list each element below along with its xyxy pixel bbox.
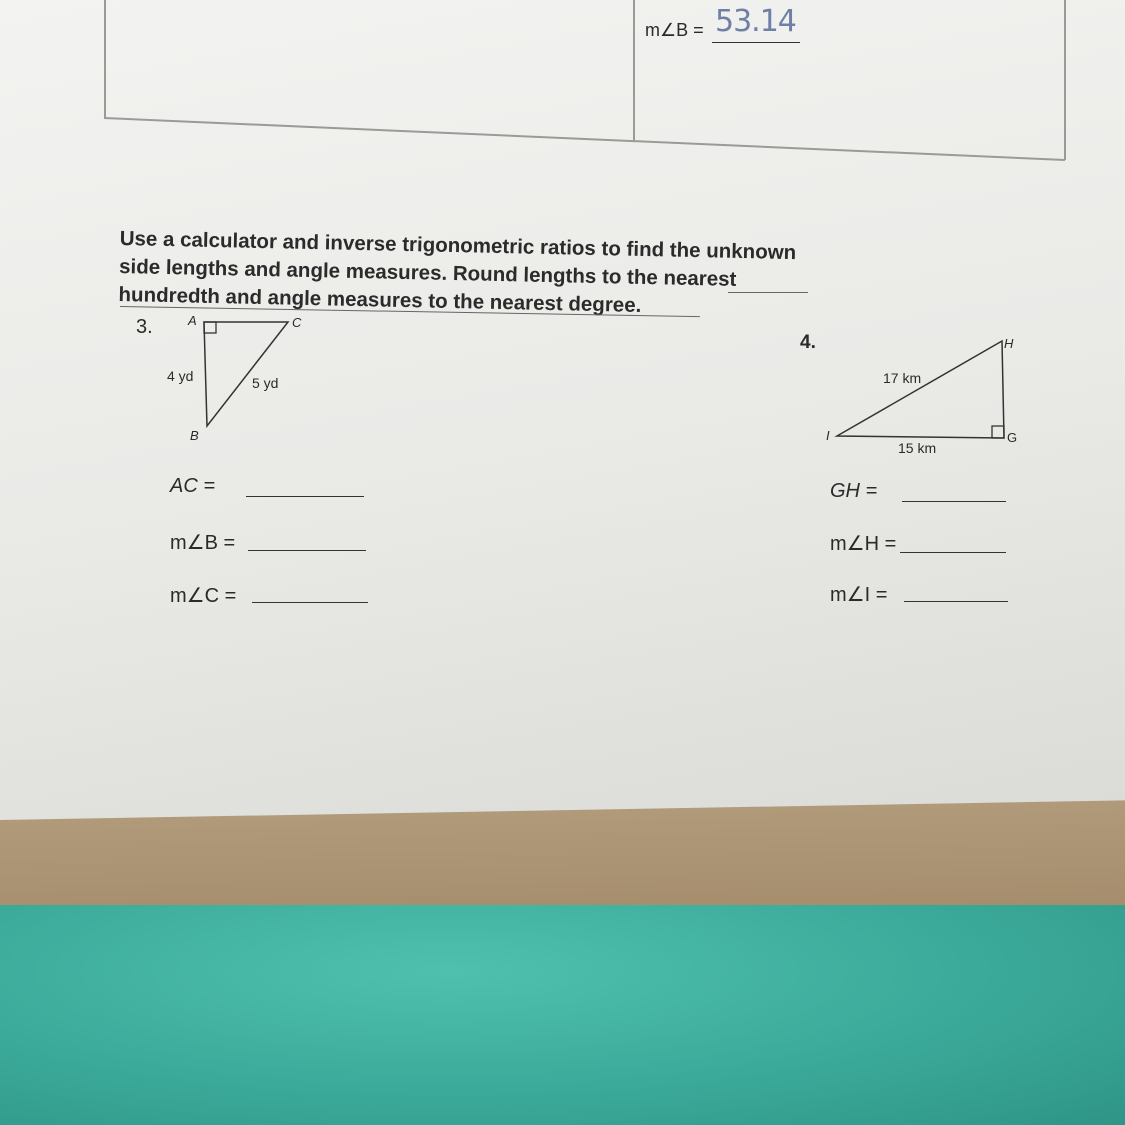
side-ab-label: 4 yd — [167, 368, 194, 384]
vertex-g-label: G — [1007, 430, 1018, 445]
answer-blank-gh[interactable] — [902, 501, 1006, 502]
vertex-b-label: B — [190, 428, 199, 443]
header-angle-label: m∠B = — [645, 20, 704, 40]
problem-4-number: 4. — [800, 332, 816, 353]
side-ig-label: 15 km — [898, 440, 937, 456]
instructions-line-3: hundredth and angle measures to the nearest degree. — [118, 282, 642, 317]
handwritten-answer: 53.14 — [715, 4, 796, 39]
prompt-gh: GH = — [830, 480, 878, 502]
answer-blank-angle-i[interactable] — [904, 601, 1008, 602]
prompt-ac: AC = — [170, 475, 216, 497]
prompt-angle-h: m∠H = — [830, 533, 897, 555]
vertex-i-label: I — [826, 428, 830, 443]
prompt-angle-b: m∠B = — [170, 532, 236, 554]
vertex-c-label: C — [292, 315, 302, 330]
answer-blank-angle-h[interactable] — [900, 552, 1006, 553]
instructions-line-2: side lengths and angle measures. Round lengths to the nearest — [118, 254, 737, 291]
problem-3-number: 3. — [136, 316, 153, 338]
prompt-angle-c: m∠C = — [170, 585, 237, 607]
vertex-a-label: A — [188, 313, 197, 328]
right-angle-marker-g — [992, 426, 1004, 438]
instructions-line-1: Use a calculator and inverse trigonometric ratios to find the unknown — [119, 226, 797, 265]
side-bc-label: 5 yd — [252, 375, 279, 391]
side-ih-label: 17 km — [883, 370, 922, 386]
prompt-angle-i: m∠I = — [830, 584, 888, 606]
triangle-hig — [837, 341, 1004, 438]
vertex-h-label: H — [1004, 336, 1014, 351]
